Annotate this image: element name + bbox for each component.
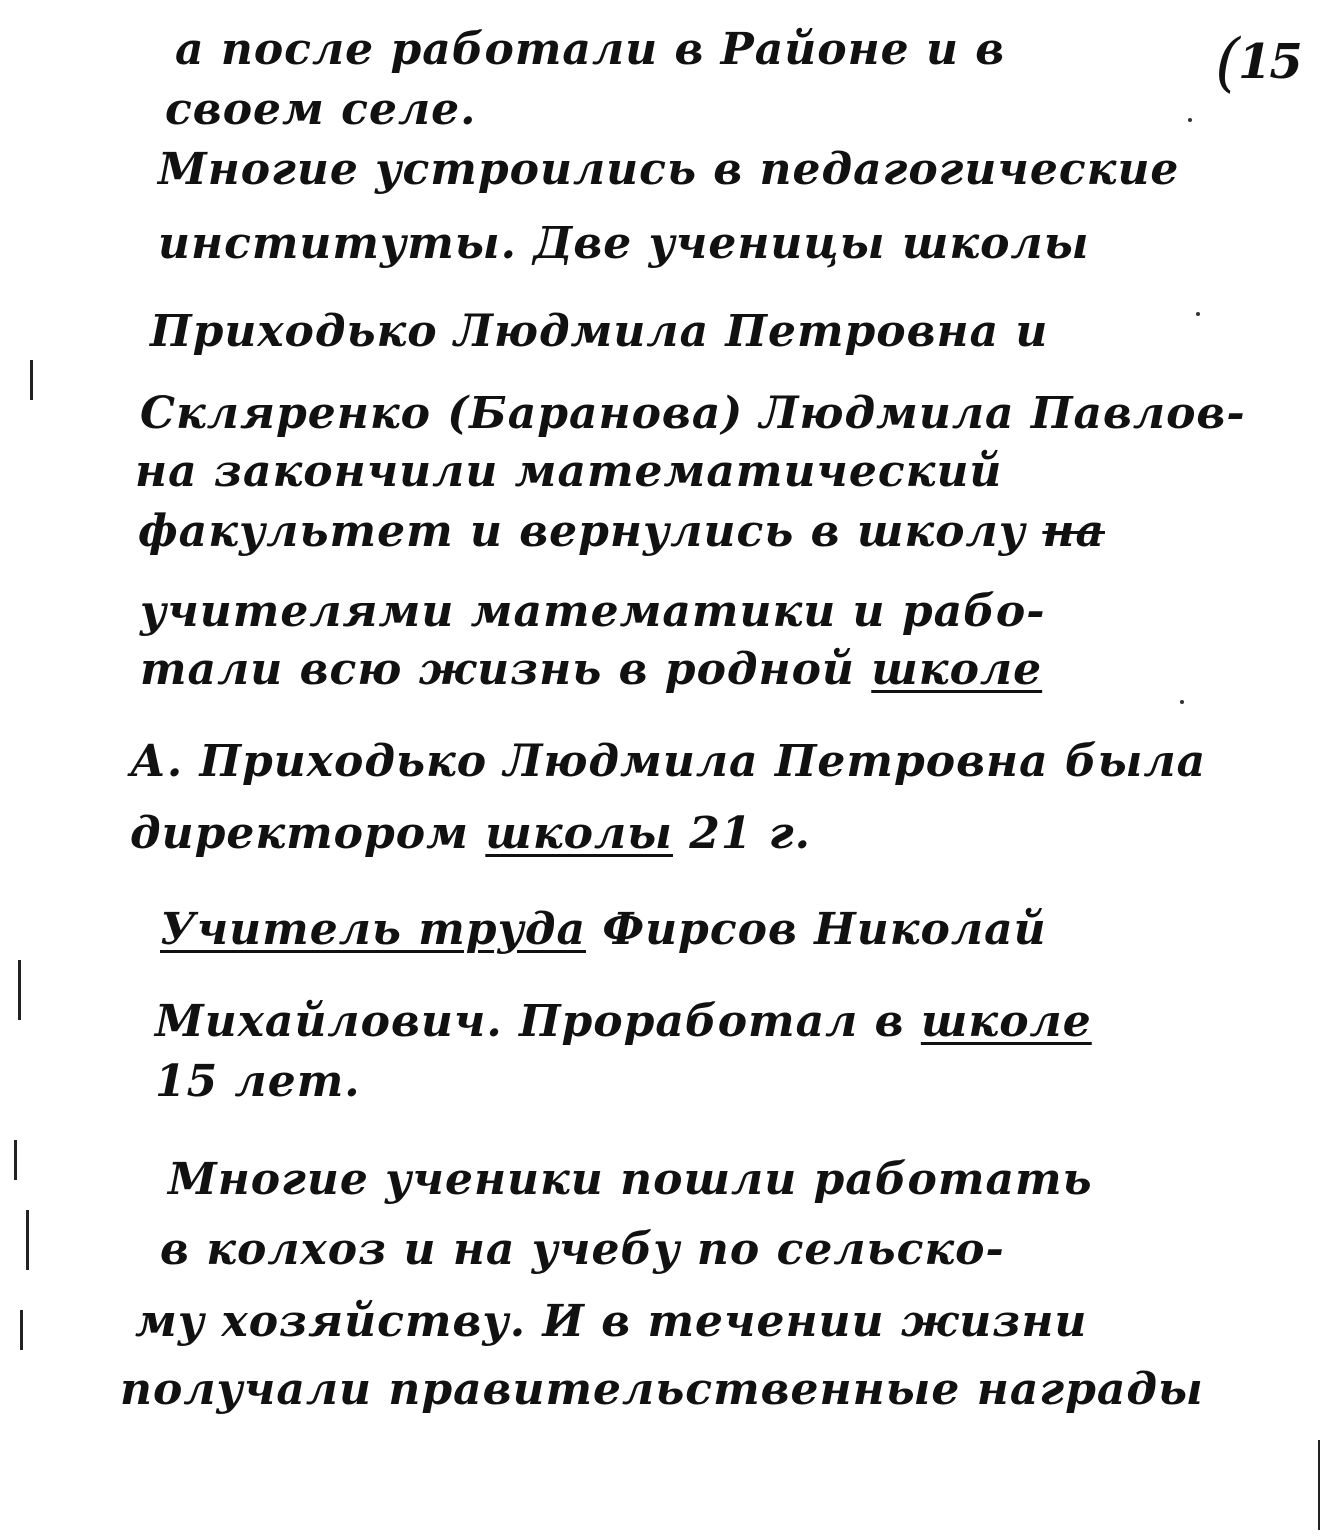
ink-speck — [1196, 312, 1200, 316]
text-line — [135, 446, 1003, 497]
underlined-word: школе — [920, 996, 1092, 1047]
line-text: А. Приходько Людмила Петровна была — [130, 736, 1207, 787]
line-text: директором — [130, 808, 486, 859]
text-line — [130, 736, 1207, 787]
text-line — [140, 644, 1043, 695]
line-text: своем селе. — [165, 84, 477, 135]
line-text: в колхоз и на учебу по сельско- — [160, 1224, 1005, 1275]
left-margin-mark — [26, 1210, 29, 1270]
line-tail: Фирсов Николай — [586, 904, 1047, 955]
line-text: институты. Две ученицы школы — [158, 218, 1090, 269]
text-line — [120, 1364, 1204, 1415]
right-margin-mark — [1318, 1440, 1320, 1530]
text-line — [165, 84, 477, 135]
line-text: Приходько Людмила Петровна и — [150, 306, 1049, 357]
line-tail: 21 г. — [672, 808, 811, 859]
text-line — [155, 996, 1092, 1047]
left-margin-mark — [18, 960, 21, 1020]
line-text: а после работали в Районе и в — [175, 24, 1006, 75]
ink-speck — [1188, 118, 1192, 122]
page-number-bracket: ( — [1215, 26, 1238, 100]
line-text: Многие устроились в педагогические — [158, 144, 1180, 195]
left-margin-mark — [20, 1310, 23, 1350]
line-text: учителями математики и рабо- — [140, 586, 1046, 637]
page-number-value: 15 — [1237, 34, 1301, 90]
text-line — [158, 144, 1180, 195]
line-text: факультет и вернулись в школу — [138, 506, 1043, 557]
left-margin-mark — [14, 1140, 17, 1180]
ink-speck — [1180, 700, 1184, 704]
text-line — [130, 808, 811, 859]
page-number — [1215, 20, 1301, 100]
text-line — [135, 1296, 1088, 1347]
line-text: му хозяйству. И в течении жизни — [135, 1296, 1088, 1347]
text-line — [168, 1154, 1093, 1205]
text-line — [160, 904, 1047, 955]
line-text: Скляренко (Баранова) Людмила Павлов- — [140, 388, 1246, 439]
struck-word: на — [1042, 506, 1105, 557]
line-text: Михайлович. Проработал в — [155, 996, 921, 1047]
line-text: Многие ученики пошли работать — [168, 1154, 1093, 1205]
text-line — [158, 218, 1090, 269]
line-text: на закончили математический — [135, 446, 1003, 497]
left-margin-mark — [30, 360, 33, 400]
underlined-word: школы — [485, 808, 673, 859]
line-text: получали правительственные награды — [120, 1364, 1204, 1415]
text-line — [155, 1056, 361, 1107]
text-line — [150, 306, 1049, 357]
underlined-word: школе — [871, 644, 1043, 695]
underlined-heading: Учитель труда — [160, 904, 586, 955]
text-line — [160, 1224, 1005, 1275]
text-line — [138, 506, 1105, 557]
line-text: тали всю жизнь в родной — [140, 644, 872, 695]
text-line — [140, 388, 1246, 439]
text-line — [175, 24, 1006, 75]
line-text: 15 лет. — [155, 1056, 361, 1107]
text-line — [140, 586, 1046, 637]
